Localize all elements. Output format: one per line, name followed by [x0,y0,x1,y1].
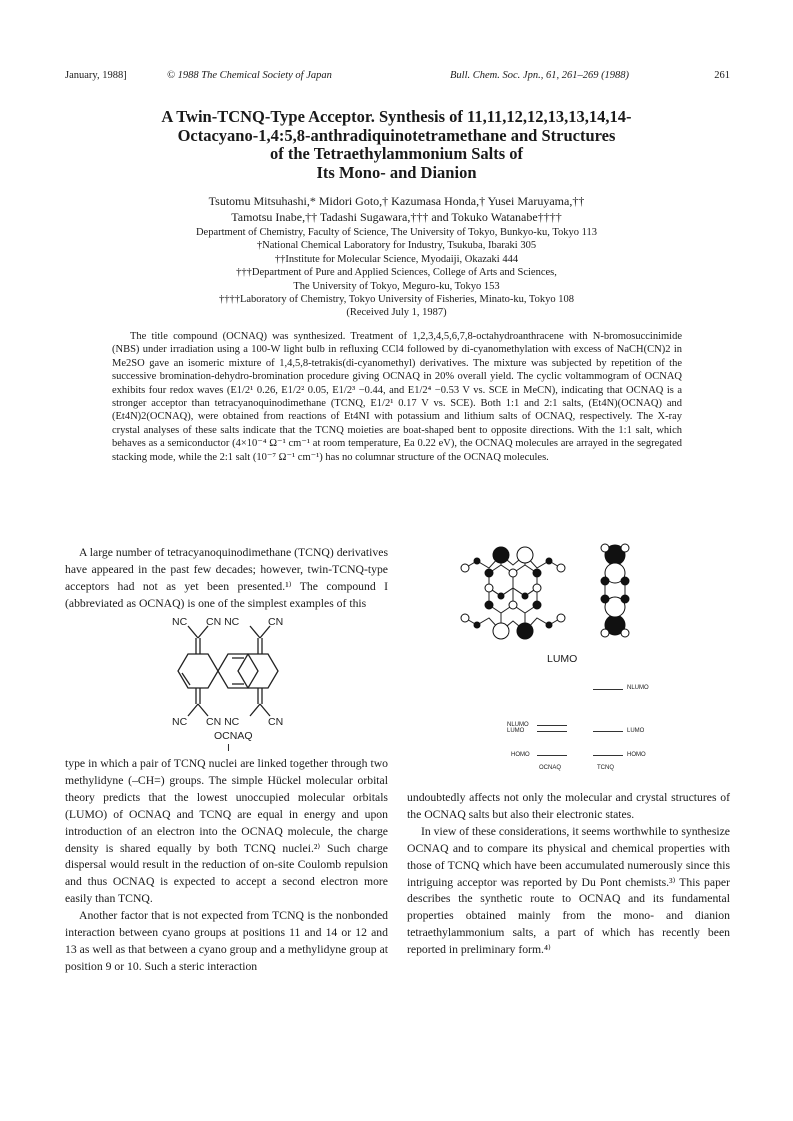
ocnaq-homo-level [537,755,567,756]
title-line: A Twin-TCNQ-Type Acceptor. Synthesis of 11,11,12,12,13,13,14,14- [161,107,632,126]
author-list [60,194,733,225]
ocnaq-structure-drawing [150,612,310,752]
cyano-label: CN [268,616,284,628]
title-line: Octacyano-1,4:5,8-anthradiquinotetramethane and Structures [177,125,616,145]
affiliation-line: ††Institute for Molecular Science, Myodaiji, Okazaki 444 [274,253,519,265]
affiliations [60,226,733,320]
cyano-label: NC [172,716,188,728]
paragraph: type in which a pair of TCNQ nuclei are linked together through two methylidyne (–CH=) groups. The simple Hückel molecular orbital theory predicts that the lowest unoccupied molecular orbitals (LUMO) of OCNAQ and TCNQ are equal in energy and upon introduction of an electron into the OCNAQ molecule, the charge density is shared equally by both TCNQ nuclei.²⁾ Such charge dispersal would result in the reduction of on-site Coulomb repulsion and thus OCNAQ is expected to accept a second electron more easily than TCNQ. [65,757,388,906]
body-column-right [407,790,730,959]
header-copyright: © 1988 The Chemical Society of Japan [167,70,332,81]
tcnq-lumo-level [593,731,623,732]
author-line: Tamotsu Inabe,†† Tadashi Sugawara,††† and Tokuko Watanabe†††† [231,209,562,224]
article-title [60,108,733,182]
received-date: (Received July 1, 1987) [346,307,447,319]
tcnq-nlumo-level [593,689,623,690]
lumo-label: LUMO [547,653,578,665]
header-page-number: 261 [714,70,730,81]
cyano-label: CN NC [206,616,240,628]
cyano-label: CN [268,716,284,728]
tcnq-column-label: TCNQ [597,765,614,771]
affiliation-line: Department of Chemistry, Faculty of Science, The University of Tokyo, Bunkyo-ku, Tokyo 113 [195,227,598,238]
author-line: Tsutomu Mitsuhashi,* Midori Goto,† Kazumasa Honda,† Yusei Maruyama,†† [208,194,585,208]
energy-level-diagram [505,680,655,780]
affiliation-line: The University of Tokyo, Meguro-ku, Tokyo 153 [293,280,500,292]
lumo-orbital-figure [455,533,705,663]
ocnaq-homo-label: HOMO [511,752,530,758]
tcnq-homo-label: HOMO [627,752,646,758]
paragraph: A large number of tetracyanoquinodimethane (TCNQ) derivatives have appeared in the past few decades; however, twin-TCNQ-type acceptors had not as yet been presented.¹⁾ The compound I (abbreviated as OCNAQ) is one of the simplest examples of this [65,546,388,610]
tcnq-nlumo-label: NLUMO [627,685,649,691]
title-line: Its Mono- and Dianion [316,162,477,182]
lumo-orbital-drawing [455,533,705,663]
ocnaq-lumo-label: LUMO [507,728,525,734]
ocnaq-nlumo-label: NLUMO [507,722,529,728]
tcnq-lumo-label: LUMO [627,728,645,734]
compound-numeral: I [227,742,230,752]
abstract: The title compound (OCNAQ) was synthesized. Treatment of 1,2,3,4,5,6,7,8-octahydroanthracene with N-bromosuccinimide (NBS) under irradiation using a 100-W light bulb in refluxing CCl4 followed by di-cyanomethylation with excess of NaCH(CN)2 in Me2SO gave an isomeric mixture of 1,4,5,8-tetrakis(di-cyanomethyl) derivatives. The mixture was subjected by repetition of the successive bromination-dehydro-bromination procedure giving OCNAQ in 20% overall yield. The cyclic voltammogram of OCNAQ exhibits four redox waves (E1/2¹ 0.26, E1/2² 0.05, E1/2³ −0.44, and E1/2⁴ −0.53 V vs. SCE in MeCN), indicating that OCNAQ is a stronger acceptor than tetracyanoquinodimethane (TCNQ, E1/2¹ 0.17 V vs. SCE). Both 1:1 and 2:1 salts, (Et4N)(OCNAQ) and (Et4N)2(OCNAQ), were obtained from reactions of Et4NI with potassium and lithium salts of OCNAQ, respectively. The X-ray crystal analyses of these salts indicate that the TCNQ moieties are boat-shaped bent to opposite directions. With the 1:1 salt, which behaves as a semiconductor (4×10⁻⁴ Ω⁻¹ cm⁻¹ at room temperature, Ea 0.22 eV), the OCNAQ molecules are arrayed in the segregated stacking mode, while the 2:1 salt (10⁻⁷ Ω⁻¹ cm⁻¹) has no columnar structure of the OCNAQ molecules. [112,331,682,463]
affiliation-line: †National Chemical Laboratory for Industry, Tsukuba, Ibaraki 305 [256,240,537,252]
affiliation-line: †††Department of Pure and Applied Sciences, College of Arts and Sciences, [236,267,557,279]
ocnaq-structure-figure [150,612,310,752]
header-date: January, 1988] [65,70,127,81]
title-line: of the Tetraethylammonium Salts of [270,144,523,163]
cyano-label: CN NC [206,716,240,728]
ocnaq-nlumo-level [537,725,567,726]
ocnaq-column-label: OCNAQ [539,765,562,771]
body-column-left-bottom [65,756,388,976]
ocnaq-lumo-level [537,731,567,732]
compound-name: OCNAQ [214,730,253,742]
cyano-label: NC [172,616,188,628]
header-journal: Bull. Chem. Soc. Jpn., 61, 261–269 (1988) [450,70,630,81]
affiliation-line: ††††Laboratory of Chemistry, Tokyo University of Fisheries, Minato-ku, Tokyo 108 [218,294,574,306]
body-column-left-top [65,545,388,613]
paragraph: Another factor that is not expected from TCNQ is the nonbonded interaction between cyano groups at positions 11 and 14 or 12 and 13 as well as that between a cyano group and a methylidyne group at position 9 or 10. Such a steric interaction [65,909,388,973]
running-header [65,70,730,86]
paragraph: undoubtedly affects not only the molecular and crystal structures of the OCNAQ salts but also their electronic states. [407,791,730,821]
paragraph: In view of these considerations, it seems worthwhile to synthesize OCNAQ and to compare its physical and chemical properties with those of TCNQ which have been accumulated numerously since this intriguing acceptor was reported by Du Pont chemists.³⁾ This paper describes the synthetic route to OCNAQ and its fundamental properties obtained mainly from the mono- and dianion tetraethylammonium salts, a part of which has recently been reported in preliminary form.⁴⁾ [407,824,730,957]
tcnq-homo-level [593,755,623,756]
